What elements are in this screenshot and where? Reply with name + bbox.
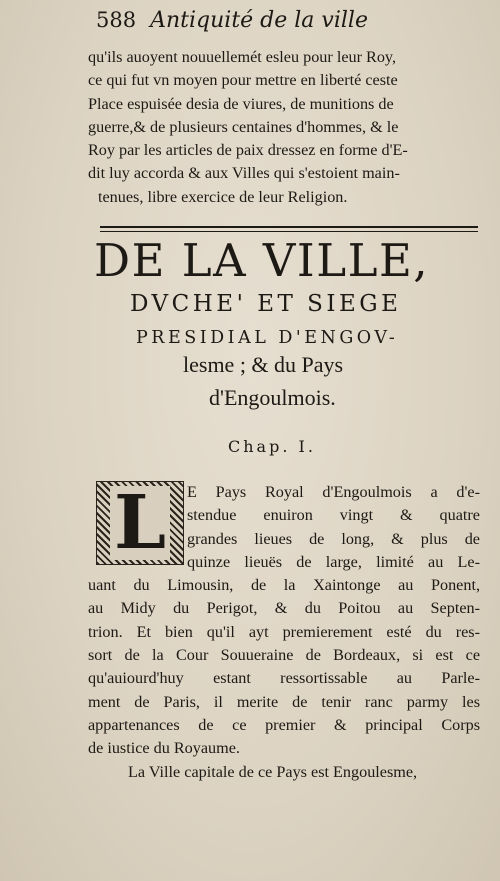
previous-chapter-text	[88, 46, 480, 209]
text-line: dit luy accorda & aux Villes qui s'estoient main-	[88, 164, 400, 183]
chapter-title-line-4: lesme ; & du Pays	[183, 352, 344, 377]
text-line: uant du Limousin, de la Xaintonge au Ponent,	[88, 576, 480, 595]
text-line: appartenances de ce premier & principal Corps	[88, 715, 480, 734]
text-line: E Pays Royal d'Engoulmois a d'e-	[187, 483, 480, 501]
text-line: guerre,& de plusieurs centaines d'hommes, & le	[88, 117, 399, 136]
text-line: ce qui fut vn moyen pour mettre en liberté ceste	[88, 71, 398, 90]
text-line: Place espuisée desia de viures, de munitions de	[88, 94, 394, 113]
drop-cap-letter: L	[110, 486, 170, 560]
text-line: Roy par les articles de paix dressez en forme d'E-	[88, 141, 408, 160]
text-line: grandes lieues de long, & plus de	[187, 529, 480, 548]
text-line: qu'auiourd'huy estant ressortissable au Parle-	[88, 669, 480, 688]
text-line: quinze lieuës de large, limité au Le-	[187, 552, 480, 571]
ornamental-drop-cap	[96, 481, 184, 565]
text-line: La Ville capitale de ce Pays est Engoulesme,	[128, 762, 418, 781]
chapter-title-line-1: DE LA VILLE,	[94, 234, 430, 287]
text-line: tenues, libre exercice de leur Religion.	[98, 187, 348, 206]
page-header	[96, 8, 480, 33]
chapter-title-line-5: d'Engoulmois.	[209, 385, 336, 410]
text-line: trion. Et bien qu'il ayt premierement esté du res-	[88, 622, 480, 641]
chapter-label: Chap. I.	[228, 437, 316, 456]
running-title: Antiquité de la ville	[150, 8, 368, 33]
text-line: au Midy du Perigot, & du Poitou au Septen-	[88, 599, 480, 618]
chapter-title-line-2: DVCHE' ET SIEGE	[130, 291, 402, 317]
text-line: sort de la Cour Souueraine de Bordeaux, si est ce	[88, 646, 480, 665]
text-line: qu'ils auoyent nouuellemét esleu pour leur Roy,	[88, 48, 397, 66]
text-line: de iustice du Royaume.	[88, 739, 240, 758]
page-number: 588	[96, 8, 137, 32]
section-divider-rule	[100, 226, 478, 232]
chapter-title-line-3: PRESIDIAL D'ENGOV-	[136, 328, 399, 348]
text-line: ment de Paris, il merite de tenir ranc parmy les	[88, 692, 480, 711]
text-line: stendue enuiron vingt & quatre	[187, 506, 480, 525]
